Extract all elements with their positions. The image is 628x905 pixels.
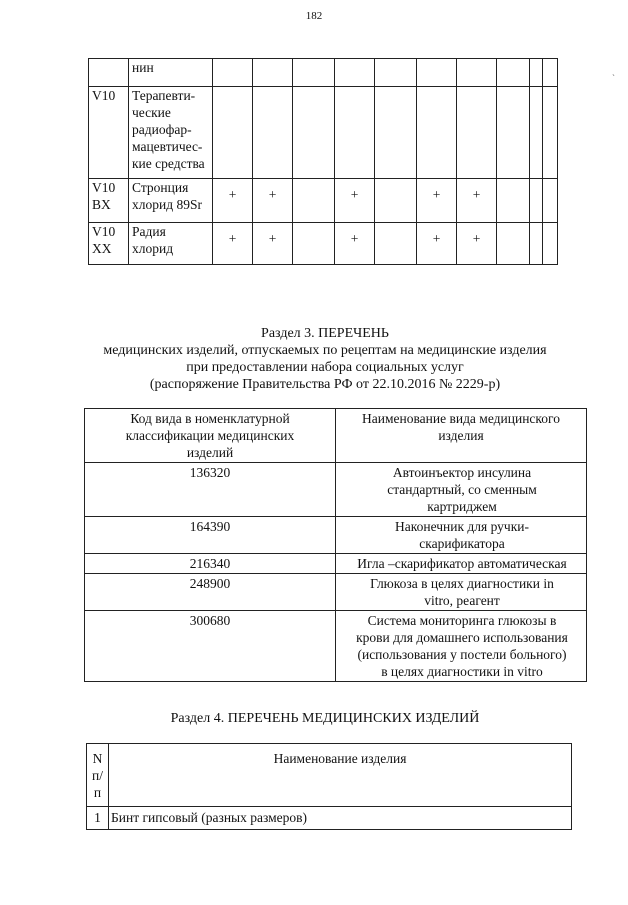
- drug-name-cell: [129, 59, 213, 87]
- atc-code-line: V10: [92, 224, 116, 239]
- atc-code-line: BX: [92, 197, 111, 212]
- device-code-cell: 164390: [85, 517, 336, 554]
- mark-cell: +: [253, 223, 293, 265]
- drug-name-cell: [129, 87, 213, 179]
- drug-name-line: хлорид: [132, 241, 174, 256]
- mark-cell: [253, 87, 293, 179]
- column-header-item-name: Наименование изделия: [109, 744, 572, 807]
- mark-cell: [457, 59, 497, 87]
- item-number-cell: 1: [87, 807, 109, 830]
- device-name-line: (использования у постели больного): [357, 647, 567, 662]
- device-name-line: крови для домашнего использования: [356, 630, 568, 645]
- device-name-line: Система мониторинга глюкозы в: [367, 613, 557, 628]
- drug-name-line: Терапевти-: [132, 88, 196, 103]
- header-line: изделия: [438, 428, 484, 443]
- mark-cell: [530, 87, 543, 179]
- device-name-cell: [336, 554, 587, 574]
- atc-code-line: XX: [92, 241, 112, 256]
- mark-cell: [293, 59, 335, 87]
- header-line: Код вида в номенклатурной: [130, 411, 290, 426]
- atc-code-cell: [89, 223, 129, 265]
- mark-cell: +: [457, 179, 497, 223]
- device-code-cell: 216340: [85, 554, 336, 574]
- mark-cell: [543, 179, 558, 223]
- mark-cell: [417, 87, 457, 179]
- drug-name-line: Стронция: [132, 180, 189, 195]
- scan-mark: ˎ: [612, 66, 615, 76]
- device-name-line: Глюкоза в целях диагностики in: [370, 576, 554, 591]
- table-row: [85, 517, 587, 554]
- mark-cell: [375, 59, 417, 87]
- header-line: п/: [92, 768, 103, 783]
- mark-cell: [213, 59, 253, 87]
- mark-cell: +: [253, 179, 293, 223]
- device-name-line: стандартный, со сменным: [387, 482, 537, 497]
- device-name-line: Автоинъектор инсулина: [392, 465, 532, 480]
- drug-name-line: кие средства: [132, 156, 205, 171]
- drug-name-line: мацевтичес-: [132, 139, 203, 154]
- column-header-name: [336, 409, 587, 463]
- drug-name-line: Радия: [132, 224, 166, 239]
- mark-cell: [497, 223, 530, 265]
- mark-cell: [335, 87, 375, 179]
- mark-cell: [543, 223, 558, 265]
- device-name-line: Наконечник для ручки-: [395, 519, 529, 534]
- mark-cell: +: [457, 223, 497, 265]
- section-title: Раздел 3. ПЕРЕЧЕНЬ: [261, 326, 389, 341]
- drug-name-line: ческие: [132, 105, 171, 120]
- mark-cell: [213, 87, 253, 179]
- device-name-line: скарификатора: [419, 536, 505, 551]
- mark-cell: +: [335, 179, 375, 223]
- mark-cell: [417, 59, 457, 87]
- device-code-cell: 300680: [85, 611, 336, 682]
- page-number: 182: [305, 10, 323, 22]
- mark-cell: [543, 87, 558, 179]
- device-name-cell: [336, 463, 587, 517]
- table-row: [85, 554, 587, 574]
- mark-cell: +: [213, 179, 253, 223]
- atc-code-cell: [89, 59, 129, 87]
- section-subtitle: при предоставлении набора социальных услуг: [186, 360, 464, 375]
- header-line: N: [92, 751, 103, 766]
- section-reference: (распоряжение Правительства РФ от 22.10.2016 № 2229-р): [149, 377, 501, 392]
- mark-cell: [293, 179, 335, 223]
- item-name-cell: Бинт гипсовый (разных размеров): [109, 807, 572, 830]
- device-name-cell: [336, 574, 587, 611]
- mark-cell: +: [213, 223, 253, 265]
- mark-cell: [497, 179, 530, 223]
- mark-cell: [375, 87, 417, 179]
- device-code-cell: 136320: [85, 463, 336, 517]
- table-row: [89, 223, 558, 265]
- drug-name-line: нин: [132, 60, 154, 75]
- column-header-code: [85, 409, 336, 463]
- table-row: [85, 463, 587, 517]
- header-line: классификации медицинских: [125, 428, 295, 443]
- device-code-cell: 248900: [85, 574, 336, 611]
- device-name-line: Игла –скарификатор автоматическая: [357, 556, 567, 571]
- mark-cell: [497, 59, 530, 87]
- mark-cell: [530, 59, 543, 87]
- mark-cell: [457, 87, 497, 179]
- device-name-cell: [336, 611, 587, 682]
- atc-code-cell: [89, 179, 129, 223]
- mark-cell: [530, 179, 543, 223]
- mark-cell: [253, 59, 293, 87]
- header-line: п: [93, 785, 102, 800]
- mark-cell: [375, 223, 417, 265]
- atc-code-line: V10: [92, 88, 116, 103]
- table-row: [85, 611, 587, 682]
- device-name-cell: [336, 517, 587, 554]
- medical-items-table: [86, 743, 572, 830]
- table-header-row: [87, 744, 572, 807]
- medical-devices-table: [84, 408, 587, 682]
- mark-cell: +: [417, 223, 457, 265]
- drug-name-line: хлорид 89Sr: [132, 197, 202, 212]
- mark-cell: +: [335, 223, 375, 265]
- mark-cell: [335, 59, 375, 87]
- device-name-line: в целях диагностики in vitro: [381, 664, 543, 679]
- mark-cell: +: [417, 179, 457, 223]
- table-row: [89, 179, 558, 223]
- header-line: Наименование вида медицинского: [361, 411, 560, 426]
- section-4-heading: Раздел 4. ПЕРЕЧЕНЬ МЕДИЦИНСКИХ ИЗДЕЛИЙ: [170, 711, 480, 726]
- drug-name-cell: [129, 223, 213, 265]
- table-header-row: [85, 409, 587, 463]
- device-name-line: картриджем: [427, 499, 497, 514]
- drug-name-line: радиофар-: [132, 122, 192, 137]
- atc-code-line: V10: [92, 180, 116, 195]
- mark-cell: [497, 87, 530, 179]
- drug-table: [88, 58, 558, 265]
- header-line: изделий: [186, 445, 234, 460]
- table-row: [87, 807, 572, 830]
- mark-cell: [543, 59, 558, 87]
- section-subtitle: медицинских изделий, отпускаемых по рецептам на медицинские изделия: [103, 343, 547, 358]
- drug-name-cell: [129, 179, 213, 223]
- mark-cell: [293, 223, 335, 265]
- table-row: [89, 59, 558, 87]
- table-row: [85, 574, 587, 611]
- table-row: [89, 87, 558, 179]
- mark-cell: [293, 87, 335, 179]
- mark-cell: [530, 223, 543, 265]
- atc-code-cell: [89, 87, 129, 179]
- section-3-heading: [60, 325, 590, 393]
- column-header-number: [87, 744, 109, 807]
- device-name-line: vitro, реагент: [424, 593, 500, 608]
- mark-cell: [375, 179, 417, 223]
